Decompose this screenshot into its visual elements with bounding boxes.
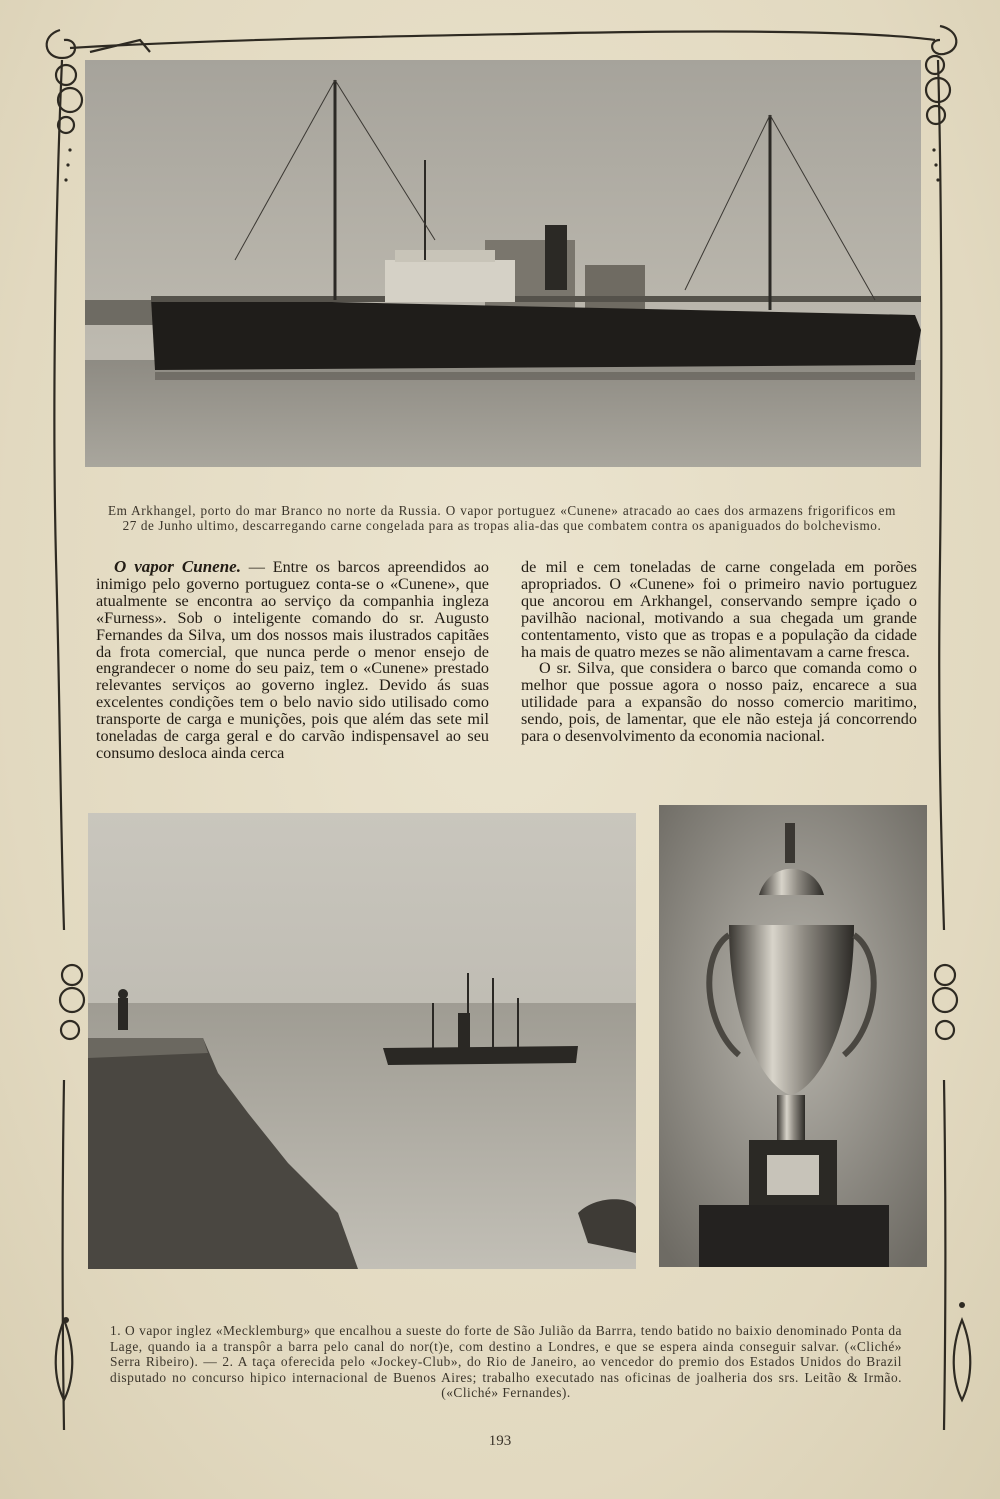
page-number: 193 xyxy=(488,1433,512,1449)
article-title: O vapor Cunene. xyxy=(114,557,241,576)
article-column-right xyxy=(521,559,917,745)
article-paragraph: O sr. Silva, que considera o barco que comanda como o melhor que possue agora o nosso paiz, encarece a sua utilidade para a expansão do nosso comercio maritimo, sendo, pois, de lamentar, que ele não esteja já concorrendo para o desenvolvimento da economia nacional. xyxy=(521,659,917,746)
article-paragraph xyxy=(96,559,489,762)
article-column-left xyxy=(96,559,489,762)
stranded-steamer-photo xyxy=(88,813,636,1269)
photo-mecklemburg-stranded xyxy=(88,813,636,1269)
trophy-cup-photo xyxy=(659,805,927,1267)
photo-jockey-club-trophy xyxy=(659,805,927,1267)
photo-cunene-arkhangel xyxy=(85,60,921,467)
caption-bottom: 1. O vapor inglez «Mecklemburg» que encalhou a sueste do forte de São Julião da Barrra, tendo batido no baixio denominado Ponta da Lage, quando ia a transpôr a barra pelo canal do nor(t)e, com destino a Londres, e que se espera ainda conseguir salvar. («Cliché» Serra Ribeiro). — 2. A taça oferecida pelo «Jockey-Club», do Rio de Janeiro, ao vencedor do premio dos Estados Unidos do Brazil disputado no concurso hipico internacional de Buenos Aires; trabalho executado nas oficinas de joalheria dos srs. Leitão & Irmão. («Cliché» Fernandes). xyxy=(110,1323,902,1401)
article-paragraph: de mil e cem toneladas de carne congelada em porões apropriados. O «Cunene» foi o primeiro navio portuguez que ancorou em Arkhangel, conservando sempre içado o pavilhão nacional, motivando a sua chegada um grande contentamento, visto que as tropas e a população da cidade ha mais de quatro mezes se não alimentavam a carne fresca. xyxy=(521,558,917,661)
steamship-docked-photo xyxy=(85,60,921,467)
article-text: — Entre os barcos apreendidos ao inimigo pelo governo portuguez conta-se o «Cunene», que atualmente se encontra ao serviço da companhia ingleza «Furness». Sob o inteligente comando do sr. Augusto Fernandes da Silva, um dos nossos mais ilustrados capitães da frota comercial, que nunca perde o menor ensejo de engrandecer o nome do seu paiz, tem o «Cunene» prestado relevantes serviços ao governo inglez. Devido ás suas excelentes condições tem o belo navio sido utilisado como transporte de carga e munições, pois que além das sete mil toneladas de carga geral e do carvão indispensavel ao seu consumo desloca ainda cerca xyxy=(96,558,490,762)
caption-top: Em Arkhangel, porto do mar Branco no norte da Russia. O vapor portuguez «Cunene» atracado ao caes dos armazens frigorificos em 27 de Junho ultimo, descarregando carne congelada para as tropas alia-das que combatem contra os apaniguados do bolchevismo. xyxy=(108,503,896,534)
